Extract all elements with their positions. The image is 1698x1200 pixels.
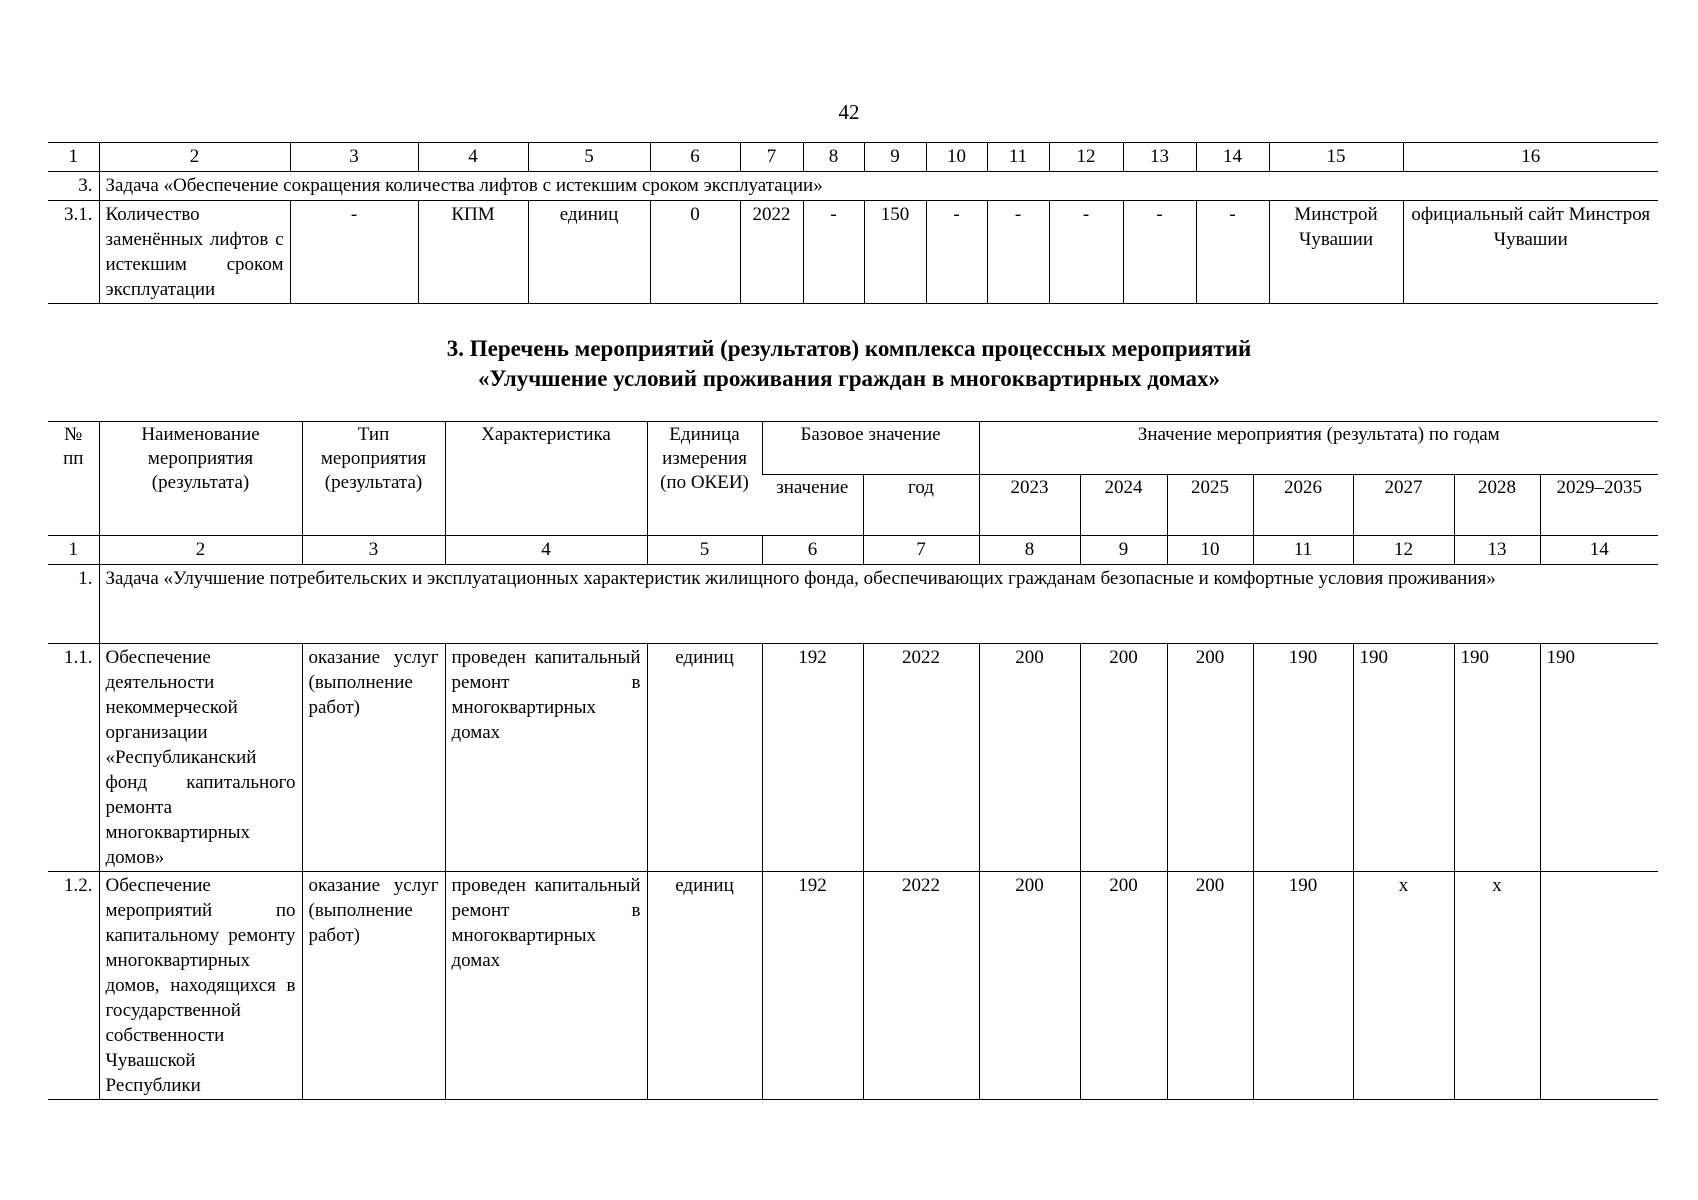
cell: КПМ (418, 201, 528, 304)
year-value: 200 (979, 872, 1080, 1100)
row-number: 3.1. (64, 204, 93, 225)
column-number: 7 (863, 536, 979, 565)
column-number: 2 (99, 536, 302, 565)
column-number: 1 (48, 536, 99, 565)
task-number: 1. (48, 565, 99, 644)
cell: официальный сайт Минстроя Чувашии (1403, 201, 1658, 304)
year-value: 200 (1167, 872, 1253, 1100)
column-number: 11 (987, 143, 1049, 172)
year-value: 190 (1353, 644, 1454, 872)
column-number: 6 (650, 143, 740, 172)
column-number: 3 (302, 536, 445, 565)
section-title (0, 334, 1698, 394)
base-year: 2022 (863, 644, 979, 872)
table-row (48, 201, 1658, 304)
column-number: 9 (1080, 536, 1167, 565)
header-type: Тип мероприятия (результата) (302, 422, 445, 536)
year-value: 190 (1253, 644, 1353, 872)
column-number: 3 (290, 143, 418, 172)
column-number: 1 (68, 146, 78, 167)
header-year: 2025 (1167, 475, 1253, 536)
cell: - (1049, 201, 1123, 304)
activity-type: оказание услуг (выполнение работ) (302, 644, 445, 872)
activities-table (48, 421, 1658, 1100)
activity-name: Обеспечение деятельности некоммерческой организации «Республиканский фонд капитального ремонта многоквартирных домов» (99, 644, 302, 872)
column-number: 13 (1454, 536, 1540, 565)
row-number: 1.2. (48, 872, 99, 1100)
year-value: 190 (1454, 644, 1540, 872)
activity-unit: единиц (647, 644, 762, 872)
year-value: 200 (1080, 872, 1167, 1100)
header-base: Базовое значение (762, 422, 979, 475)
column-number: 9 (864, 143, 926, 172)
year-value: x (1353, 872, 1454, 1100)
row-number: 1.1. (48, 644, 99, 872)
task-text: Задача «Обеспечение сокращения количества лифтов с истекшим сроком эксплуатации» (99, 172, 1658, 201)
column-number: 6 (762, 536, 863, 565)
year-value (1540, 872, 1658, 1100)
indicator-name: Количество заменённых лифтов с истекшим сроком эксплуатации (99, 201, 290, 304)
header-base-year: год (863, 475, 979, 536)
column-number: 15 (1269, 143, 1403, 172)
header-year: 2027 (1353, 475, 1454, 536)
header-year: 2026 (1253, 475, 1353, 536)
column-number: 5 (528, 143, 650, 172)
activity-type: оказание услуг (выполнение работ) (302, 872, 445, 1100)
activity-characteristic: проведен капитальный ремонт в многоквартирных домах (445, 872, 647, 1100)
cell: Минстрой Чувашии (1269, 201, 1403, 304)
column-number: 11 (1253, 536, 1353, 565)
header-name: Наименование мероприятия (результата) (99, 422, 302, 536)
column-number: 10 (1167, 536, 1253, 565)
task-text: Задача «Улучшение потребительских и эксплуатационных характеристик жилищного фонда, обеспечивающих гражданам безопасные и комфортные условия проживания» (99, 565, 1658, 644)
column-number: 8 (979, 536, 1080, 565)
column-number: 2 (99, 143, 290, 172)
cell: единиц (528, 201, 650, 304)
base-value: 192 (762, 872, 863, 1100)
column-number: 14 (1540, 536, 1658, 565)
column-number: 8 (803, 143, 864, 172)
task-row (48, 565, 1658, 644)
year-value: x (1454, 872, 1540, 1100)
cell: - (1196, 201, 1269, 304)
indicators-table (48, 142, 1658, 304)
cell: 150 (864, 201, 926, 304)
column-number: 5 (647, 536, 762, 565)
year-value: 190 (1253, 872, 1353, 1100)
task-row (48, 172, 1658, 201)
header-year: 2029–2035 (1540, 475, 1658, 536)
activity-characteristic: проведен капитальный ремонт в многоквартирных домах (445, 644, 647, 872)
column-number: 7 (740, 143, 803, 172)
cell: - (987, 201, 1049, 304)
cell: 0 (650, 201, 740, 304)
year-value: 200 (1080, 644, 1167, 872)
cell: 2022 (740, 201, 803, 304)
activity-name: Обеспечение мероприятий по капитальному ремонту многоквартирных домов, находящихся в государственной собственности Чувашской Республики (99, 872, 302, 1100)
header-year: 2023 (979, 475, 1080, 536)
cell: - (290, 201, 418, 304)
year-value: 200 (979, 644, 1080, 872)
cell: - (1123, 201, 1196, 304)
column-number: 4 (445, 536, 647, 565)
column-number-row (48, 536, 1658, 565)
column-number: 12 (1353, 536, 1454, 565)
column-number: 13 (1123, 143, 1196, 172)
header-year: 2024 (1080, 475, 1167, 536)
year-value: 190 (1540, 644, 1658, 872)
column-number: 4 (418, 143, 528, 172)
column-number: 12 (1049, 143, 1123, 172)
cell: - (803, 201, 864, 304)
column-number-row (48, 143, 1658, 172)
cell: - (926, 201, 987, 304)
header-year: 2028 (1454, 475, 1540, 536)
base-value: 192 (762, 644, 863, 872)
column-number: 16 (1403, 143, 1658, 172)
table-row (48, 644, 1658, 872)
page-number: 42 (838, 100, 860, 124)
table-row (48, 872, 1658, 1100)
header-num: № пп (48, 422, 99, 536)
task-number: 3. (78, 175, 93, 196)
header-unit: Единица измерения (по ОКЕИ) (647, 422, 762, 536)
header-years-group: Значение мероприятия (результата) по годам (979, 422, 1658, 475)
column-number: 14 (1196, 143, 1269, 172)
column-number: 10 (926, 143, 987, 172)
header-base-value: значение (762, 475, 863, 536)
year-value: 200 (1167, 644, 1253, 872)
base-year: 2022 (863, 872, 979, 1100)
header-characteristic: Характеристика (445, 422, 647, 536)
activity-unit: единиц (647, 872, 762, 1100)
section-title-line: «Улучшение условий проживания граждан в многоквартирных домах» (478, 366, 1220, 391)
section-title-line: 3. Перечень мероприятий (результатов) комплекса процессных мероприятий (446, 336, 1252, 361)
header-row (48, 422, 1658, 475)
